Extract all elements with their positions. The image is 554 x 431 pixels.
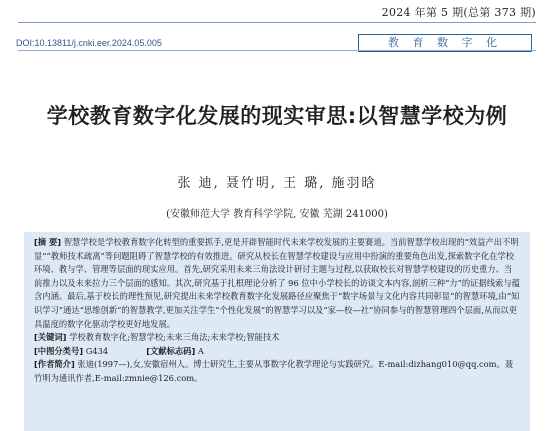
abstract-paragraph — [34, 236, 520, 331]
section-label: 教 育 数 字 化 — [358, 34, 532, 52]
author-affiliation: (安徽师范大学 教育科学学院, 安徽 芜湖 241000) — [166, 209, 388, 220]
doc-code: A — [197, 345, 204, 356]
author-note — [34, 358, 520, 385]
clc-code: G434 — [85, 345, 109, 356]
abstract-text: 智慧学校是学校教育数字化转型的重要抓手,更是开辟智能时代未来学校发展的主要赛道。当前智慧学校出现的“效益产出不明显”“教师技术疏离”等问题阻碍了智慧学校的有效推进。研究从校长在智慧学校建设与应用中扮演的重要角色出发,探索数字化在学校环境、教与学、管理等层面的现实应用。首先,研究采用未来三角法设计研讨主题与过程,以获取校长对智慧学校建设的历史重力、当前推力以及未来拉力三个层面的感知。其次,研究基于扎根理论分析了 96 位中小学校长的访谈文本内容,剖析三种“力”的证据线索与蕴含内涵。最后,基于校长的理性预见,研究提出未来学校教育数字化发展路径应聚焦于“数字场景与文化内容共同彰显”的智慧环境,由“知识学习”通达“思维创新”的智慧教学,更加关注学生“个性化发展”的智慧学习以及“家—校—社”协同参与的智慧管理四个层面,从而以更具温度的数字化驱动学校更好地发展。 — [34, 237, 520, 329]
doc-code-label: [文献标志码] — [146, 345, 196, 356]
classification-line — [34, 345, 520, 359]
clc-label: [中图分类号] — [34, 345, 84, 356]
doi-link[interactable]: DOI:10.13811/j.cnki.eer.2024.05.005 — [16, 38, 162, 48]
keywords-text: 学校教育数字化;智慧学校;未来三角法;未来学校;智能技术 — [69, 332, 280, 343]
keywords-line — [34, 331, 520, 345]
author-list: 张 迪, 聂竹明, 王 璐, 施羽晗 — [177, 176, 377, 191]
abstract-panel — [24, 232, 530, 431]
issue-info: 2024 年第 5 期(总第 373 期) — [381, 6, 536, 19]
abstract-label: [摘 要] — [34, 237, 62, 247]
article-title: 学校教育数字化发展的现实审思:以智慧学校为例 — [46, 104, 508, 128]
header-rule — [18, 22, 536, 23]
keywords-label: [关键词] — [34, 332, 67, 343]
author-note-label: [作者简介] — [34, 359, 75, 370]
section-rule — [18, 50, 536, 51]
author-note-text: 张迪(1997—),女,安徽宿州人。博士研究生,主要从事数字化教学理论与实践研究。E-mail:dizhang010@qq.com。聂竹明为通讯作者,E-mail:zmnie@126.com。 — [34, 359, 514, 383]
